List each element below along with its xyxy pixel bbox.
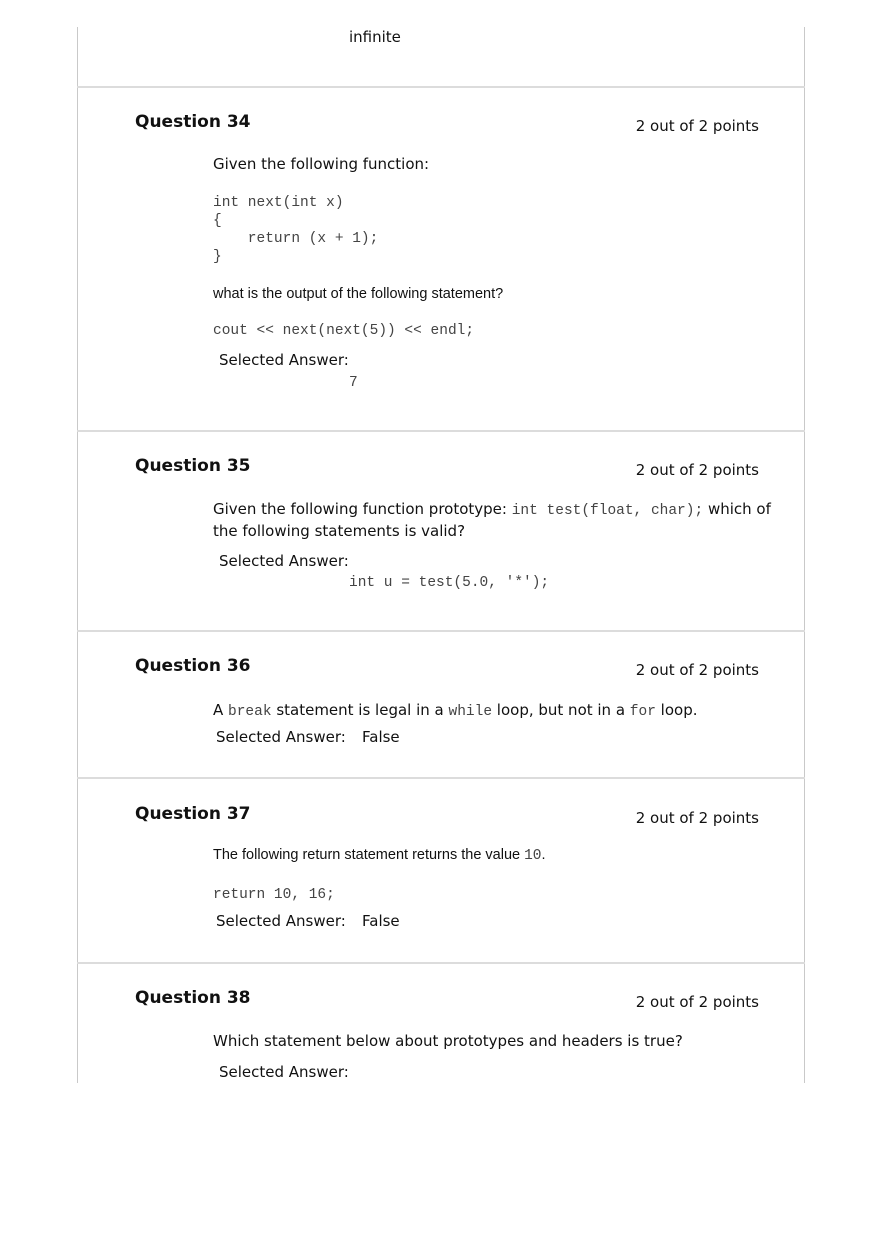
content-frame — [77, 27, 805, 1083]
question-34-selected-label: Selected Answer: — [219, 351, 349, 369]
question-divider — [77, 962, 805, 964]
question-37-statement: return 10, 16; — [213, 887, 335, 903]
text-part: A — [213, 701, 229, 719]
question-38-title: Question 38 — [135, 988, 251, 1008]
question-divider — [77, 630, 805, 632]
question-36-selected-label: Selected Answer: — [216, 728, 346, 746]
code-for: for — [629, 704, 656, 720]
question-36-title: Question 36 — [135, 656, 251, 676]
question-37-text — [213, 847, 546, 864]
code-value: 10 — [524, 848, 542, 864]
question-35-points: 2 out of 2 points — [635, 461, 759, 479]
code-while: while — [448, 704, 493, 720]
question-34-prompt: what is the output of the following statement? — [213, 286, 504, 302]
text-part: The following return statement returns the value — [213, 847, 525, 863]
question-divider — [77, 777, 805, 779]
question-divider — [77, 86, 805, 88]
text-part: statement is legal in a — [271, 701, 449, 719]
previous-selected-answer: infinite — [349, 28, 401, 46]
question-35-selected-answer: int u = test(5.0, '*'); — [349, 575, 550, 591]
code-line: int next(int x) — [213, 195, 344, 211]
question-38-points: 2 out of 2 points — [635, 993, 759, 1011]
question-37-points: 2 out of 2 points — [635, 809, 759, 827]
question-35-text-a: Given the following function prototype: — [213, 500, 512, 518]
question-34-intro: Given the following function: — [213, 155, 430, 173]
question-35-text-line1 — [213, 500, 771, 519]
question-35-title: Question 35 — [135, 456, 251, 476]
text-part: . — [541, 847, 546, 863]
question-38-text: Which statement below about prototypes and headers is true? — [213, 1032, 683, 1050]
code-break: break — [228, 704, 272, 720]
question-36-text — [213, 701, 698, 720]
question-34-selected-answer: 7 — [349, 375, 358, 391]
question-35-text-line2: the following statements is valid? — [213, 522, 466, 540]
text-part: loop, but not in a — [492, 701, 630, 719]
code-line: } — [213, 249, 222, 265]
question-34-title: Question 34 — [135, 112, 251, 132]
question-37-selected-label: Selected Answer: — [216, 912, 346, 930]
question-34-code-block — [213, 194, 378, 266]
question-34-points: 2 out of 2 points — [635, 117, 759, 135]
code-line: { — [213, 213, 222, 229]
question-36-selected-answer: False — [362, 728, 400, 746]
question-34-statement: cout << next(next(5)) << endl; — [213, 323, 475, 339]
question-35-text-b: which of — [703, 500, 771, 518]
question-35-prototype-code: int test(float, char); — [511, 503, 704, 519]
question-37-selected-answer: False — [362, 912, 400, 930]
text-part: loop. — [655, 701, 698, 719]
question-38-selected-label: Selected Answer: — [219, 1063, 349, 1081]
question-35-selected-label: Selected Answer: — [219, 552, 349, 570]
question-36-points: 2 out of 2 points — [635, 661, 759, 679]
question-divider — [77, 430, 805, 432]
code-line: return (x + 1); — [213, 231, 379, 247]
question-37-title: Question 37 — [135, 804, 251, 824]
